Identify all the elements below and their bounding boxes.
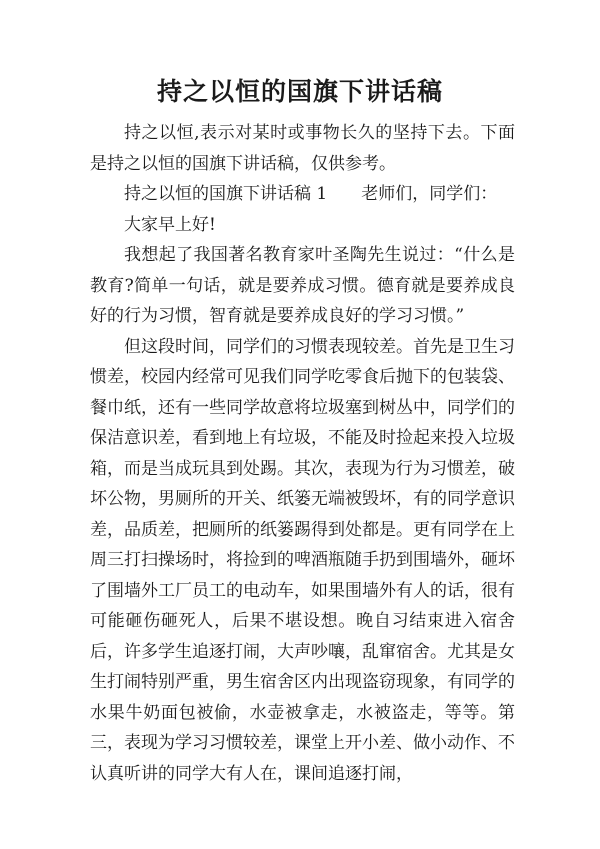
habits-paragraph: 但这段时间，同学们的习惯表现较差。首先是卫生习惯差，校园内经常可见我们同学吃零食后抛下的包装袋、餐巾纸，还有一些同学故意将垃圾塞到树丛中，同学们的保洁意识差，看到地上有垃圾，不能及时捡起来投入垃圾箱，而是当成玩具到处踢。其次，表现为行为习惯差，破坏公物，男厕所的开关、纸篓无端被毁坏，有的同学意识差，品质差，把厕所的纸篓踢得到处都是。更有同学在上周三打扫操场时，将捡到的啤酒瓶随手扔到围墙外，砸坏了围墙外工厂员工的电动车，如果围墙外有人的话，很有可能砸伤砸死人，后果不堪设想。晚自习结束进入宿舍后，许多学生追逐打闹，大声吵嚷，乱窜宿舍。尤其是女生打闹特别严重，男生宿舍区内出现盗窃现象，有同学的水果牛奶面包被偷，水壶被拿走，水被盗走，等等。第三，表现为学习习惯较差，课堂上开小差、做小动作、不认真听讲的同学大有人在，课间追逐打闹，: [90, 336, 515, 784]
greeting-paragraph: 大家早上好!: [124, 214, 216, 235]
document-title: 持之以恒的国旗下讲话稿: [156, 77, 443, 106]
document-body: [90, 118, 515, 789]
quote-paragraph: 我想起了我国著名教育家叶圣陶先生说过：“什么是教育?简单一句话，就是要养成习惯。德育就是要养成良好的行为习惯，智育就是要养成良好的学习习惯。”: [90, 245, 515, 326]
intro-paragraph: 持之以恒,表示对某时或事物长久的坚持下去。下面是持之以恒的国旗下讲话稿，仅供参考。: [90, 123, 515, 174]
speech-heading-line: 持之以恒的国旗下讲话稿 1 老师们，同学们：: [124, 184, 498, 204]
